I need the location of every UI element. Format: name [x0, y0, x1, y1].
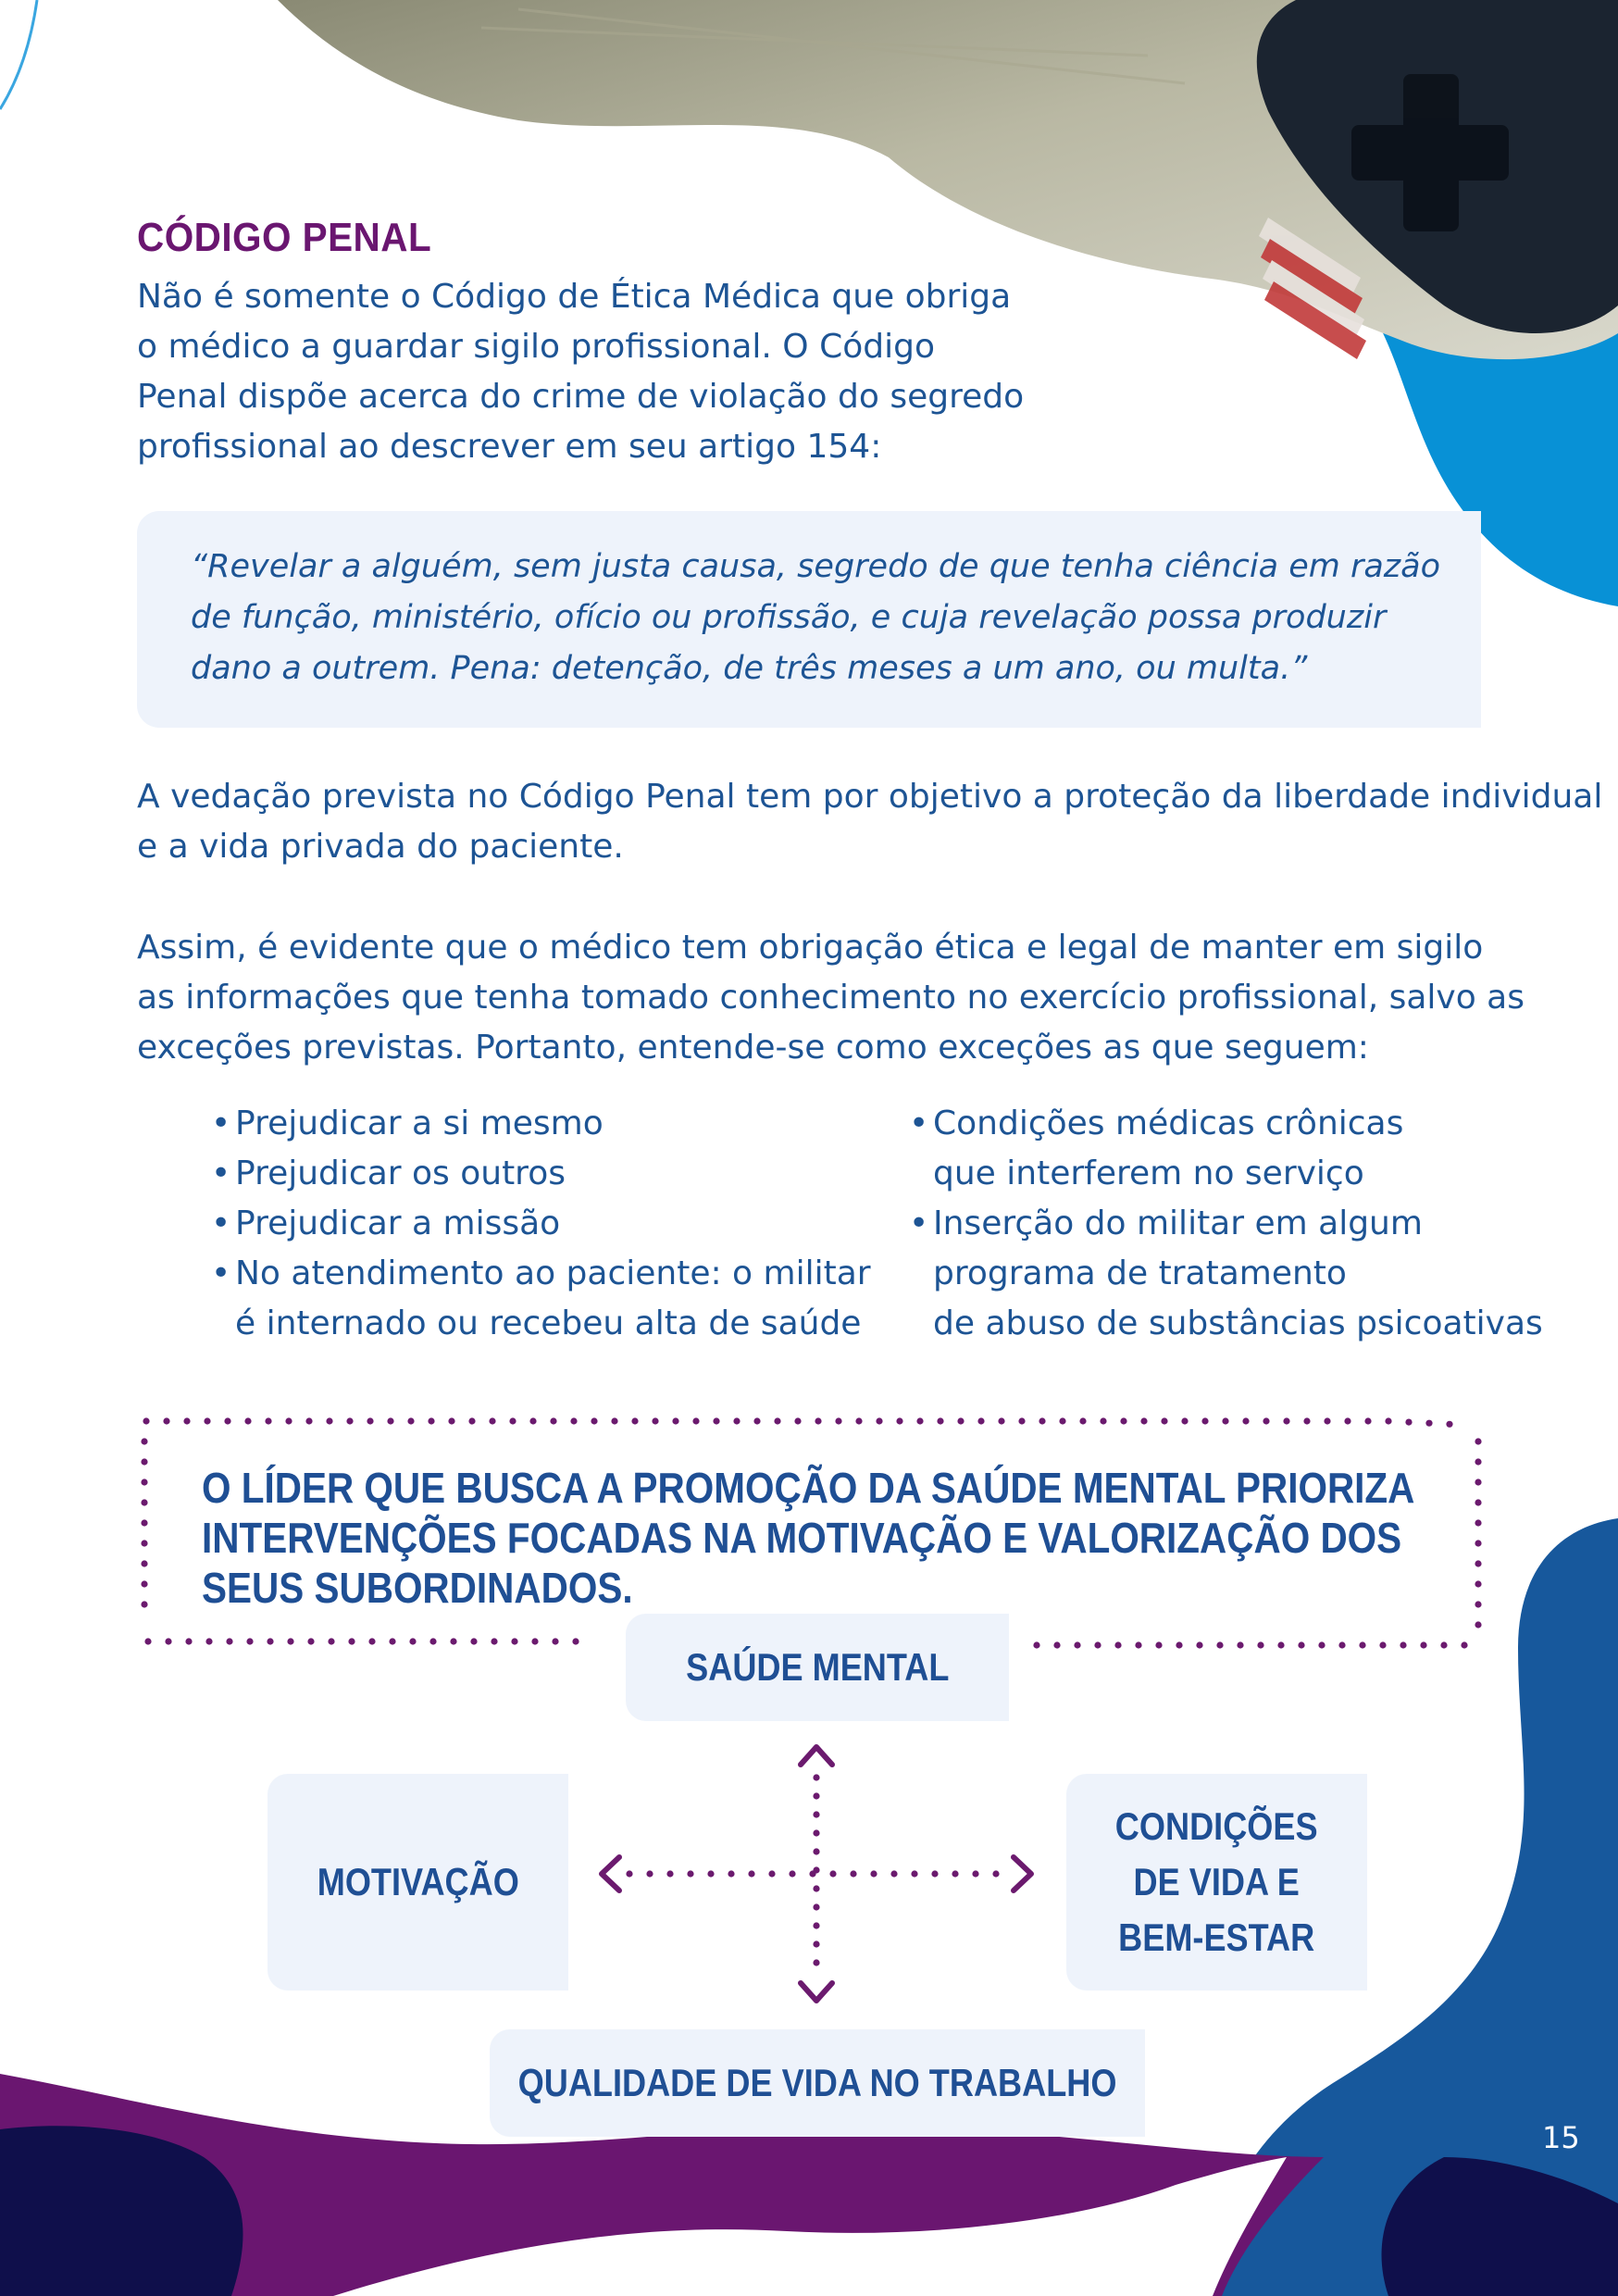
diagram-label: SAÚDE MENTAL — [685, 1645, 950, 1689]
list-item-text: • Prejudicar a missão — [235, 1204, 561, 1242]
text-line: as informações que tenha tomado conhecimento no exercício profissional, salvo as — [137, 979, 1525, 1017]
exceptions-list-right — [909, 1099, 1543, 1349]
list-item — [211, 1149, 871, 1199]
list-item-text: programa de tratamento — [933, 1254, 1347, 1292]
text-line: Assim, é evidente que o médico tem obrigação ética e legal de manter em sigilo — [137, 929, 1484, 967]
arrow-left-icon — [602, 1857, 619, 1890]
diagram-box-living-conditions — [1066, 1774, 1367, 1990]
text-line: e a vida privada do paciente. — [137, 828, 624, 866]
quote-line: dano a outrem. Pena: detenção, de três meses a um ano, ou multa.” — [191, 650, 1308, 687]
paragraph-exceptions-intro — [137, 923, 1525, 1073]
text-line: exceções previstas. Portanto, entende-se como exceções as que seguem: — [137, 1029, 1369, 1067]
diagram-box-mental-health — [626, 1614, 1009, 1721]
law-quote — [191, 542, 1440, 694]
callout-line: SEUS SUBORDINADOS. — [202, 1564, 633, 1612]
section-heading: CÓDIGO PENAL — [137, 215, 432, 260]
list-item-text: • Inserção do militar em algum — [933, 1204, 1423, 1242]
diagram-box-quality-of-life — [490, 2029, 1145, 2137]
quote-line: “Revelar a alguém, sem justa causa, segredo de que tenha ciência em razão — [191, 548, 1441, 585]
diagram-label: DE VIDA E — [1133, 1860, 1301, 1903]
list-item — [211, 1249, 871, 1349]
diagram-label: BEM-ESTAR — [1118, 1915, 1315, 1959]
arrow-down-icon — [801, 1983, 832, 2001]
quote-line: de função, ministério, ofício ou profissão, e cuja revelação possa produzir — [191, 599, 1387, 636]
list-item-text: • Prejudicar a si mesmo — [235, 1104, 604, 1142]
diagram-dotted-connector — [626, 1774, 999, 1965]
paragraph-privacy — [137, 772, 1602, 872]
list-item — [909, 1199, 1543, 1349]
list-item-text: que interferem no serviço — [933, 1154, 1364, 1192]
text-line: A vedação prevista no Código Penal tem por objetivo a proteção da liberdade individual — [137, 778, 1603, 816]
diagram-label: QUALIDADE DE VIDA NO TRABALHO — [517, 2061, 1117, 2104]
arrow-up-icon — [801, 1747, 832, 1765]
callout-line: O LÍDER QUE BUSCA A PROMOÇÃO DA SAÚDE MENTAL PRIORIZA — [202, 1464, 1415, 1512]
list-item-text: • No atendimento ao paciente: o militar — [235, 1254, 871, 1292]
list-item-text: é internado ou recebeu alta de saúde — [235, 1304, 862, 1342]
diagram-box-motivation — [268, 1774, 568, 1990]
text-line: Penal dispõe acerca do crime de violação do segredo — [137, 378, 1025, 416]
arrow-right-icon — [1014, 1857, 1031, 1890]
text-line: o médico a guardar sigilo profissional. O Código — [137, 328, 935, 366]
exceptions-list-left — [211, 1099, 871, 1349]
list-item-text: • Condições médicas crônicas — [933, 1104, 1404, 1142]
list-item-text: • Prejudicar os outros — [235, 1154, 566, 1192]
callout-line: INTERVENÇÕES FOCADAS NA MOTIVAÇÃO E VALORIZAÇÃO DOS — [202, 1514, 1402, 1562]
intro-paragraph — [137, 272, 1025, 472]
list-item — [909, 1099, 1543, 1199]
text-line: Não é somente o Código de Ética Médica que obriga — [137, 278, 1012, 316]
list-item — [211, 1199, 871, 1249]
list-item-text: de abuso de substâncias psicoativas — [933, 1304, 1543, 1342]
text-line: profissional ao descrever em seu artigo 154: — [137, 428, 882, 466]
list-item — [211, 1099, 871, 1149]
page-number: 15 — [1542, 2120, 1580, 2155]
diagram-label: MOTIVAÇÃO — [317, 1860, 519, 1903]
diagram-label: CONDIÇÕES — [1115, 1804, 1318, 1848]
leadership-callout — [202, 1463, 1414, 1613]
